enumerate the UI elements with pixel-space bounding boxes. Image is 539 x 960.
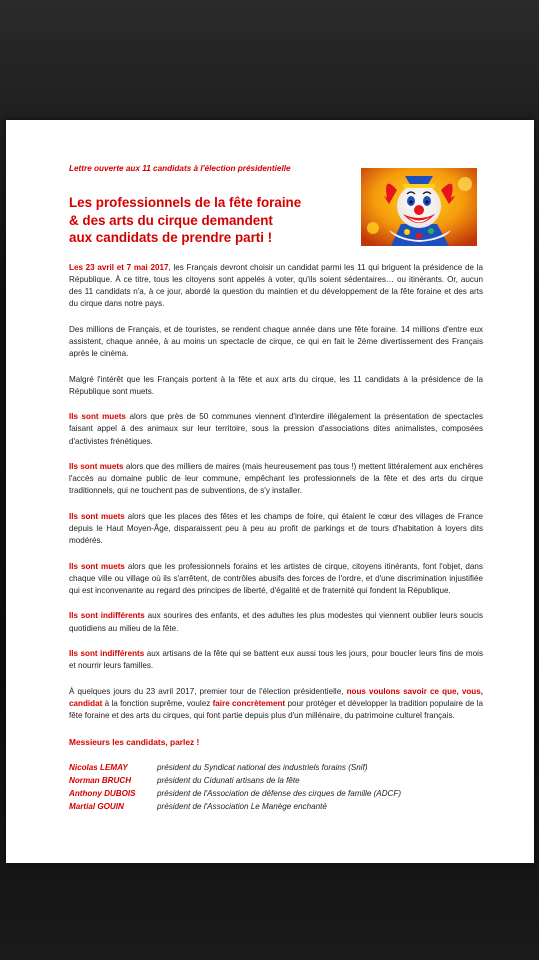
paragraph-10-c: à la fonction suprême, voulez	[102, 698, 213, 708]
paragraph-10-emphasis-1: nous voulons savoir ce que, vous, candidat	[69, 686, 484, 708]
letter-body	[69, 262, 483, 814]
paragraph-7-lead: Ils sont muets	[69, 561, 125, 571]
signatory-name: Anthony DUBOIS	[69, 788, 136, 798]
paragraph-6-text: alors que les places des fêtes et les champs de foire, qui étaient le cœur des villages de France depuis le Haut Moyen-Âge, disparaissent peu à peu au profit de parkings et de tours d'habitation à loyers dits modérés.	[69, 511, 483, 546]
paragraph-10-a: À quelques jours du 23 avril 2017, premier tour de l'élection présidentielle,	[69, 686, 347, 696]
paragraph-9-text: aux artisans de la fête qui se battent eux aussi tous les jours, pour boucler leurs fins de mois et nourrir leurs familles.	[69, 649, 483, 671]
paragraph-7-text: alors que les professionnels forains et les artistes de cirque, citoyens itinérants, font l'objet, dans chaque ville ou village où ils s'arrêtent, de contrôles abusifs des forces de l'ordre, et d'une discrimination injustifiée qui est inconvenante au regard des principes de liberté, d'égalité et de fraternité qui fondent la République.	[69, 561, 483, 595]
paragraph-4	[69, 411, 483, 447]
paragraph-8-text: aux sourires des enfants, et des adultes les plus modestes qui viennent oublier leurs soucis quotidiens au milieu de la fête.	[69, 611, 483, 633]
paragraph-1-lead: Les 23 avril et 7 mai 2017	[69, 263, 169, 272]
signatory-row	[69, 801, 483, 814]
signatory-row	[69, 775, 483, 788]
letter-headline	[69, 194, 302, 247]
signatory-name: Norman BRUCH	[69, 775, 132, 785]
paragraph-6	[69, 511, 483, 547]
paragraph-6-lead: Ils sont muets	[69, 511, 125, 521]
headline-line-2: & des arts du cirque demandent	[69, 212, 273, 228]
letter-kicker: Lettre ouverte aux 11 candidats à l'élection présidentielle	[69, 164, 291, 173]
signatory-name: Nicolas LEMAY	[69, 762, 128, 772]
signatories-table	[69, 762, 483, 814]
paragraph-9-lead: Ils sont indifférents	[69, 649, 145, 659]
paragraph-4-lead: Ils sont muets	[69, 412, 126, 422]
paragraph-8-lead: Ils sont indifférents	[69, 611, 145, 621]
clown-image	[361, 168, 477, 246]
signatory-role: président de l'Association de défense des cirques de famille (ADCF)	[157, 788, 402, 798]
paragraph-10-emphasis-2: faire concrètement	[212, 698, 286, 708]
paragraph-10	[69, 686, 483, 722]
paragraph-1	[69, 262, 483, 310]
signatory-role: président du Syndicat national des industriels forains (Snif)	[157, 762, 368, 772]
headline-line-1: Les professionnels de la fête foraine	[69, 195, 302, 210]
paragraph-7	[69, 561, 483, 597]
letter-page	[6, 120, 534, 863]
clown-illustration	[361, 168, 477, 246]
signatory-role: président de l'Association Le Manège enchanté	[157, 801, 327, 811]
paragraph-5-lead: Ils sont muets	[69, 462, 124, 472]
paragraph-2: Des millions de Français, et de touristes, se rendent chaque année dans une fête foraine. 14 millions d'entre eux assistent, chaque année, à au moins un spectacle de cirque, ce qui en fait le 2ème divertissement des Français après le cinéma.	[69, 324, 483, 359]
paragraph-9	[69, 648, 483, 672]
headline-line-3: aux candidats de prendre parti !	[69, 230, 273, 245]
paragraph-4-text: alors que près de 50 communes viennent d'interdire illégalement la présentation de spectacles faisant appel à des animaux sur leur territoire, sous la pression d'associations dites animalistes, composées d'activistes frénétiques.	[69, 412, 483, 446]
paragraph-8	[69, 610, 483, 634]
signatory-name: Martial GOUIN	[69, 801, 124, 811]
closing-line: Messieurs les candidats, parlez !	[69, 736, 200, 747]
paragraph-1-text: , les Français devront choisir un candidat parmi les 11 qui briguent la présidence de la République. À ce titre, tous les citoyens sont appelés à voter, qu'ils soient sédentaires… ou itinérants. Or, aucun des 11 candidats n'a, à ce jour, abordé la question du maintien et du développement de la fête foraine et des arts du cirque dans notre pays.	[69, 263, 483, 309]
paragraph-10-e: pour protéger et développer la tradition populaire de la fête foraine et des arts du cirques, qui font partie depuis plus d'un millénaire, du patrimoine culturel français.	[69, 698, 483, 721]
paragraph-5	[69, 461, 483, 497]
paragraph-5-text: alors que des milliers de maires (mais heureusement pas tous !) mettent littéralement aux enchères l'accès au domaine public de leur commune, empêchant les professionnels de la fête et des arts du cirque traditionnels, qui ne touchent pas de subventions, de s'y installer.	[69, 462, 483, 496]
signatory-row	[69, 788, 483, 801]
signatory-row	[69, 762, 483, 775]
paragraph-3: Malgré l'intérêt que les Français portent à la fête et aux arts du cirque, les 11 candidats à la présidence de la République sont muets.	[69, 374, 483, 396]
signatory-role: président du Cidunati artisans de la fête	[157, 775, 300, 785]
